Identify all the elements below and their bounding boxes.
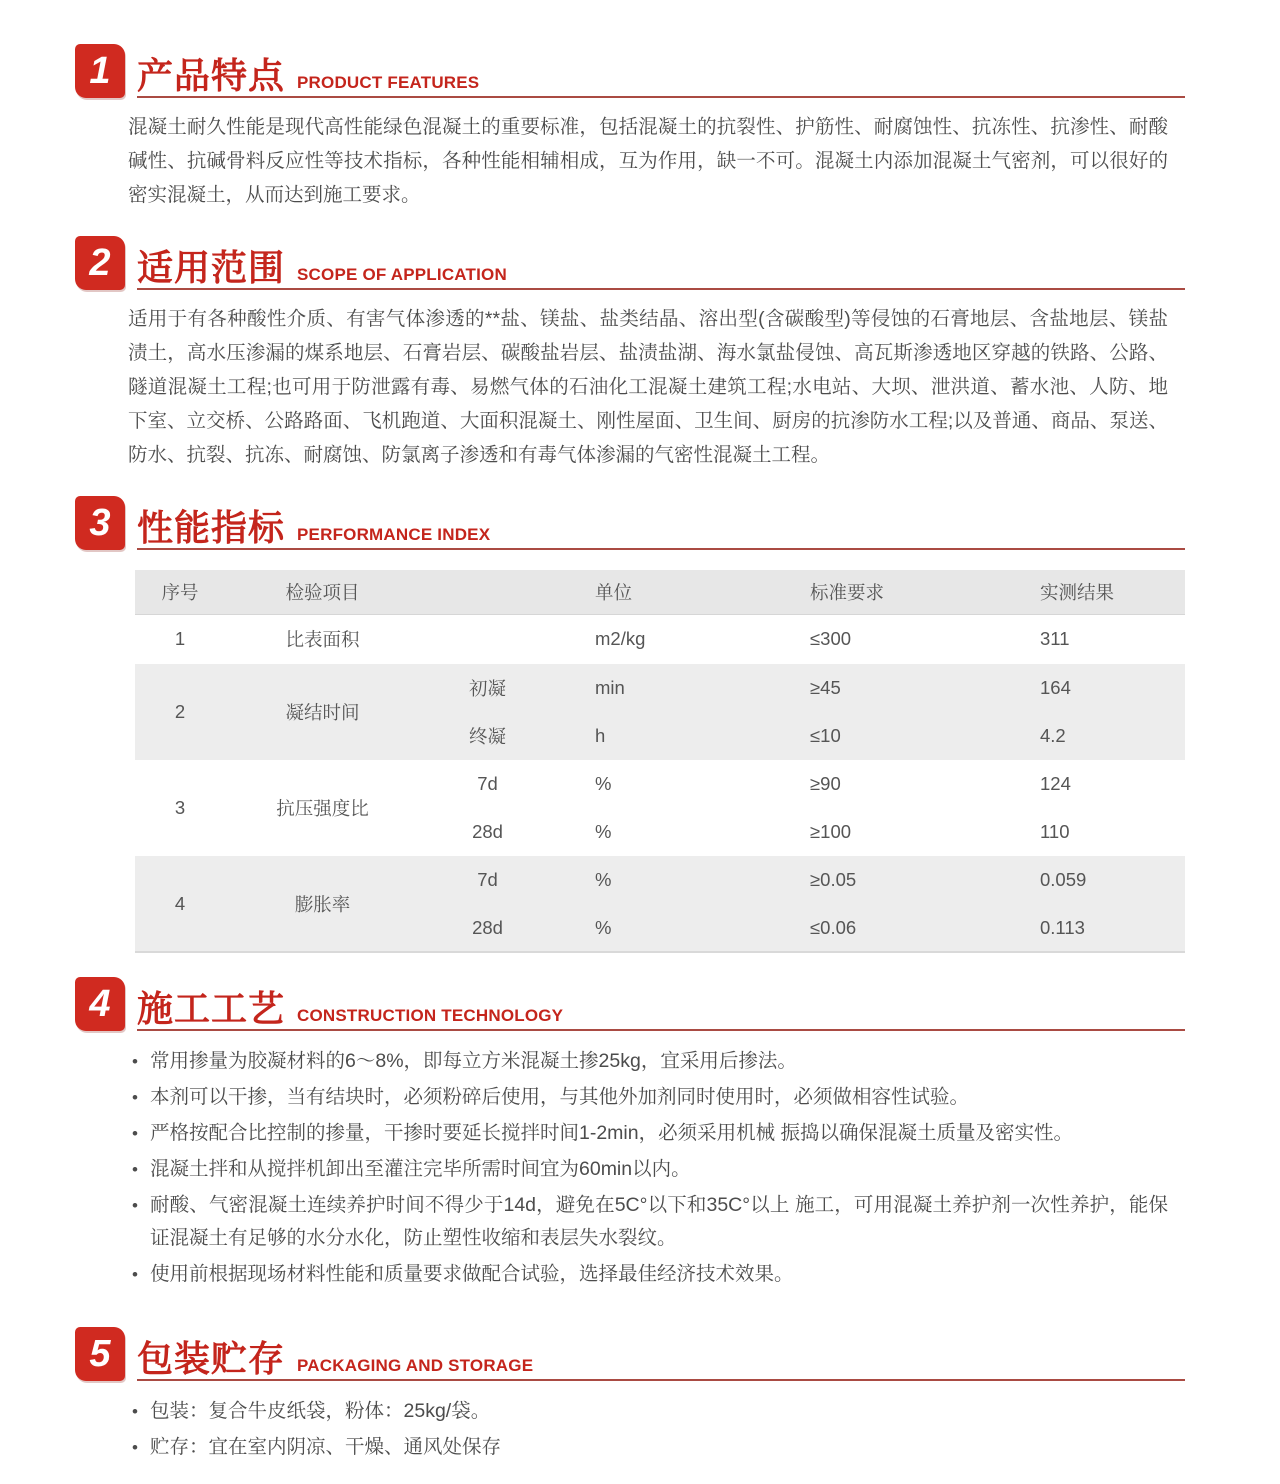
cell-standard: ≥0.05 <box>770 856 1000 904</box>
cell-item: 抗压强度比 <box>276 798 369 819</box>
cell-sub: 初凝 <box>420 664 555 712</box>
cell-unit: min <box>555 664 770 712</box>
cell-unit: % <box>595 773 612 794</box>
section-paragraph: 混凝土耐久性能是现代高性能绿色混凝土的重要标准，包括混凝土的抗裂性、护筋性、耐腐蚀性、抗冻性、抗渗性、耐酸碱性、抗碱骨料反应性等技术指标，各种性能相辅相成，互为作用，缺一不可。混凝土内添加混凝土气密剂，可以很好的密实混凝土，从而达到施工要求。 <box>128 116 1168 206</box>
table-row <box>135 760 1185 808</box>
section-packaging-storage <box>75 1327 1185 1464</box>
section-title: 包装贮存 <box>137 1338 286 1379</box>
bullet-item: • 混凝土拌和从搅拌机卸出至灌注完毕所需时间宜为60min以内。 <box>130 1153 1168 1186</box>
bullet-item: • 包装：复合牛皮纸袋，粉体：25kg/袋。 <box>130 1395 1168 1428</box>
cell-unit: m2/kg <box>595 628 646 650</box>
table-row <box>135 856 1185 904</box>
section-number-badge <box>75 236 125 290</box>
section-number-badge <box>75 44 125 98</box>
section-subtitle-en: SCOPE OF APPLICATION <box>297 265 507 284</box>
cell-unit: % <box>595 821 612 842</box>
bullet-item: • 常用掺量为胶凝材料的6～8%，即每立方米混凝土掺25kg，宜采用后掺法。 <box>130 1045 1168 1078</box>
section-performance-index <box>75 496 1185 953</box>
section-title-rule <box>137 1327 1185 1381</box>
cell-sub: 28d <box>472 821 503 842</box>
cell-standard: ≤10 <box>770 712 1000 760</box>
section-title: 性能指标 <box>137 507 286 548</box>
cell-item: 膨胀率 <box>225 856 420 952</box>
cell-item: 凝结时间 <box>225 664 420 760</box>
bullet-item: • 严格按配合比控制的掺量，干掺时要延长搅拌时间1-2min，必须采用机械 振捣以确保混凝土质量及密实性。 <box>130 1117 1168 1150</box>
header-cell-result: 实测结果 <box>1040 581 1115 603</box>
section-title: 适用范围 <box>137 247 286 288</box>
section-title: 产品特点 <box>137 55 286 96</box>
header-cell-unit: 单位 <box>595 581 633 603</box>
cell-result: 110 <box>1040 821 1070 842</box>
section-header <box>75 1327 1185 1381</box>
cell-standard: ≥45 <box>770 664 1000 712</box>
cell-no: 1 <box>174 628 186 650</box>
bullet-item: • 本剂可以干掺，当有结块时，必须粉碎后使用，与其他外加剂同时使用时，必须做相容性试验。 <box>130 1081 1168 1114</box>
cell-standard: ≤300 <box>810 628 852 650</box>
section-subtitle-en: PRODUCT FEATURES <box>297 73 480 92</box>
section-number: 5 <box>89 1332 111 1375</box>
section-subtitle-en: CONSTRUCTION TECHNOLOGY <box>297 1006 564 1025</box>
construction-bullet-list <box>130 1045 1168 1291</box>
cell-unit: h <box>555 712 770 760</box>
cell-result: 124 <box>1040 773 1071 794</box>
section-product-features <box>75 44 1185 212</box>
section-header <box>75 977 1185 1031</box>
section-header <box>75 44 1185 98</box>
cell-sub: 28d <box>420 904 555 952</box>
section-title-rule <box>137 44 1185 98</box>
table-row <box>135 664 1185 712</box>
section-subtitle-en: PERFORMANCE INDEX <box>297 525 491 544</box>
section-title-rule <box>137 977 1185 1031</box>
cell-item: 比表面积 <box>285 629 360 651</box>
section-number: 1 <box>89 49 111 92</box>
section-header <box>75 236 1185 290</box>
section-title-rule <box>137 496 1185 550</box>
cell-sub: 终凝 <box>420 712 555 760</box>
cell-result: 0.059 <box>1000 856 1185 904</box>
section-number: 3 <box>89 501 111 544</box>
cell-no: 4 <box>135 856 225 952</box>
section-number: 2 <box>89 241 111 284</box>
section-title: 施工工艺 <box>137 988 286 1029</box>
cell-no: 3 <box>174 797 186 818</box>
cell-sub: 7d <box>477 773 498 794</box>
cell-sub: 7d <box>420 856 555 904</box>
header-cell-no: 序号 <box>161 581 199 603</box>
section-construction-technology <box>75 977 1185 1291</box>
section-title-rule <box>137 236 1185 290</box>
table-row <box>135 614 1185 664</box>
section-scope-of-application <box>75 236 1185 472</box>
cell-unit: % <box>555 856 770 904</box>
section-number-badge <box>75 977 125 1031</box>
cell-unit: % <box>555 904 770 952</box>
header-cell-sub <box>420 570 555 614</box>
cell-result: 4.2 <box>1000 712 1185 760</box>
bullet-item: • 耐酸、气密混凝土连续养护时间不得少于14d，避免在5C°以下和35C°以上 施工，可用混凝土养护剂一次性养护，能保证混凝土有足够的水分水化，防止塑性收缩和表层失水裂纹。 <box>130 1189 1168 1255</box>
section-subtitle-en: PACKAGING AND STORAGE <box>297 1356 534 1375</box>
cell-standard: ≤0.06 <box>770 904 1000 952</box>
cell-result: 164 <box>1000 664 1185 712</box>
section-paragraph: 适用于有各种酸性介质、有害气体渗透的**盐、镁盐、盐类结晶、溶出型(含碳酸型)等侵蚀的石膏地层、含盐地层、镁盐渍土，高水压渗漏的煤系地层、石膏岩层、碳酸盐岩层、盐渍盐湖、海水氯盐侵蚀、高瓦斯渗透地区穿越的铁路、公路、隧道混凝土工程;也可用于防泄露有毒、易燃气体的石油化工混凝土建筑工程;水电站、大坝、泄洪道、蓄水池、人防、地下室、立交桥、公路路面、飞机跑道、大面积混凝土、刚性屋面、卫生间、厨房的抗渗防水工程;以及普通、商品、泵送、防水、抗裂、抗冻、耐腐蚀、防氯离子渗透和有毒气体渗漏的气密性混凝土工程。 <box>128 308 1168 466</box>
bullet-item: • 贮存：宜在室内阴凉、干燥、通风处保存 <box>130 1431 1168 1464</box>
performance-index-table <box>135 570 1185 953</box>
section-number-badge <box>75 496 125 550</box>
header-cell-standard: 标准要求 <box>810 581 885 603</box>
bullet-item: • 使用前根据现场材料性能和质量要求做配合试验，选择最佳经济技术效果。 <box>130 1258 1168 1291</box>
section-number-badge <box>75 1327 125 1381</box>
packaging-bullet-list <box>130 1395 1168 1464</box>
header-cell-item: 检验项目 <box>285 581 360 603</box>
table-header-row <box>135 570 1185 614</box>
cell-result: 311 <box>1040 628 1070 650</box>
section-number: 4 <box>89 982 111 1025</box>
cell-standard: ≥100 <box>810 821 852 842</box>
cell-standard: ≥90 <box>810 773 841 794</box>
section-header <box>75 496 1185 550</box>
cell-result: 0.113 <box>1000 904 1185 952</box>
cell-sub <box>420 614 555 664</box>
cell-no: 2 <box>135 664 225 760</box>
